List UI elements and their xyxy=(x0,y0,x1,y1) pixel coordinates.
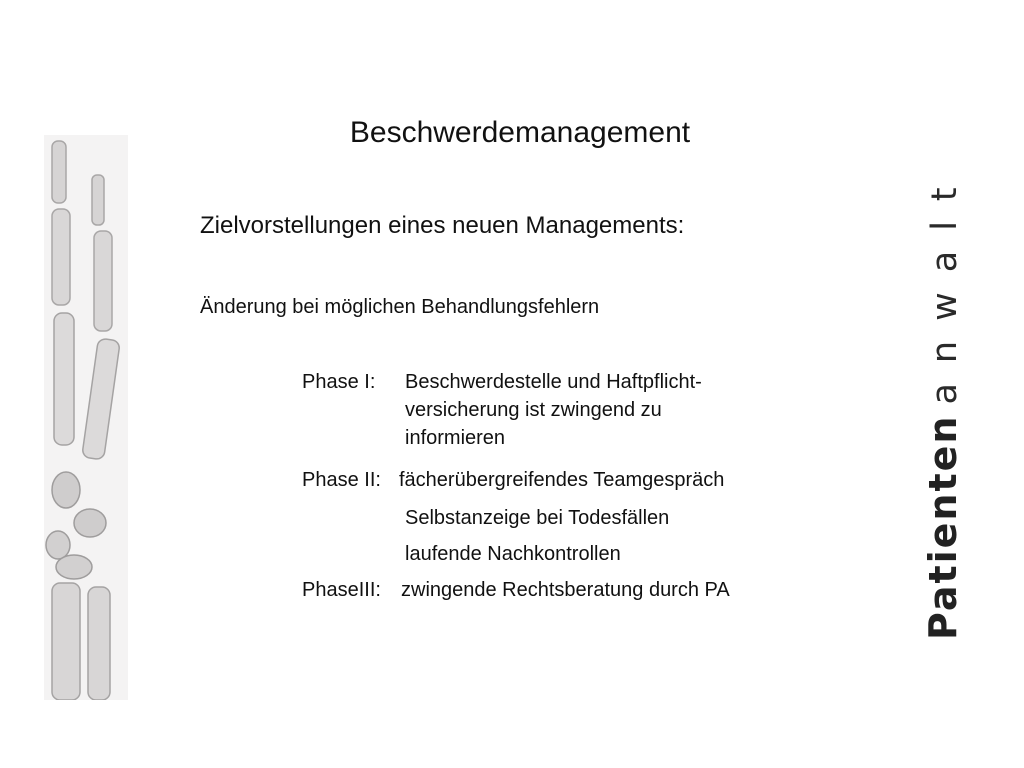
patientenanwalt-logo xyxy=(918,167,968,640)
hand-bones-illustration xyxy=(44,135,128,700)
slide-subtitle: Zielvorstellungen eines neuen Managements: xyxy=(200,212,685,239)
phase-text: informieren xyxy=(405,427,506,449)
phase-text: zwingende Rechtsberatung durch PA xyxy=(401,579,730,601)
phase-text: Beschwerdestelle und Haftpflicht- xyxy=(405,371,702,393)
logo-bold-text: Patienten xyxy=(921,414,965,640)
section-heading: Änderung bei möglichen Behandlungsfehlern xyxy=(200,296,600,318)
phase-label: Phase I: xyxy=(302,371,376,393)
phase-label: Phase II: xyxy=(302,469,381,491)
phase-label: PhaseIII: xyxy=(302,579,381,601)
phase-text: fächerübergreifendes Teamgespräch xyxy=(399,469,725,491)
phase-text: Selbstanzeige bei Todesfällen xyxy=(405,507,670,529)
slide-title: Beschwerdemanagement xyxy=(349,116,691,149)
logo-light-text: anwalt xyxy=(925,167,965,405)
phase-text: laufende Nachkontrollen xyxy=(405,543,621,565)
phase-text: versicherung ist zwingend zu xyxy=(405,399,662,421)
